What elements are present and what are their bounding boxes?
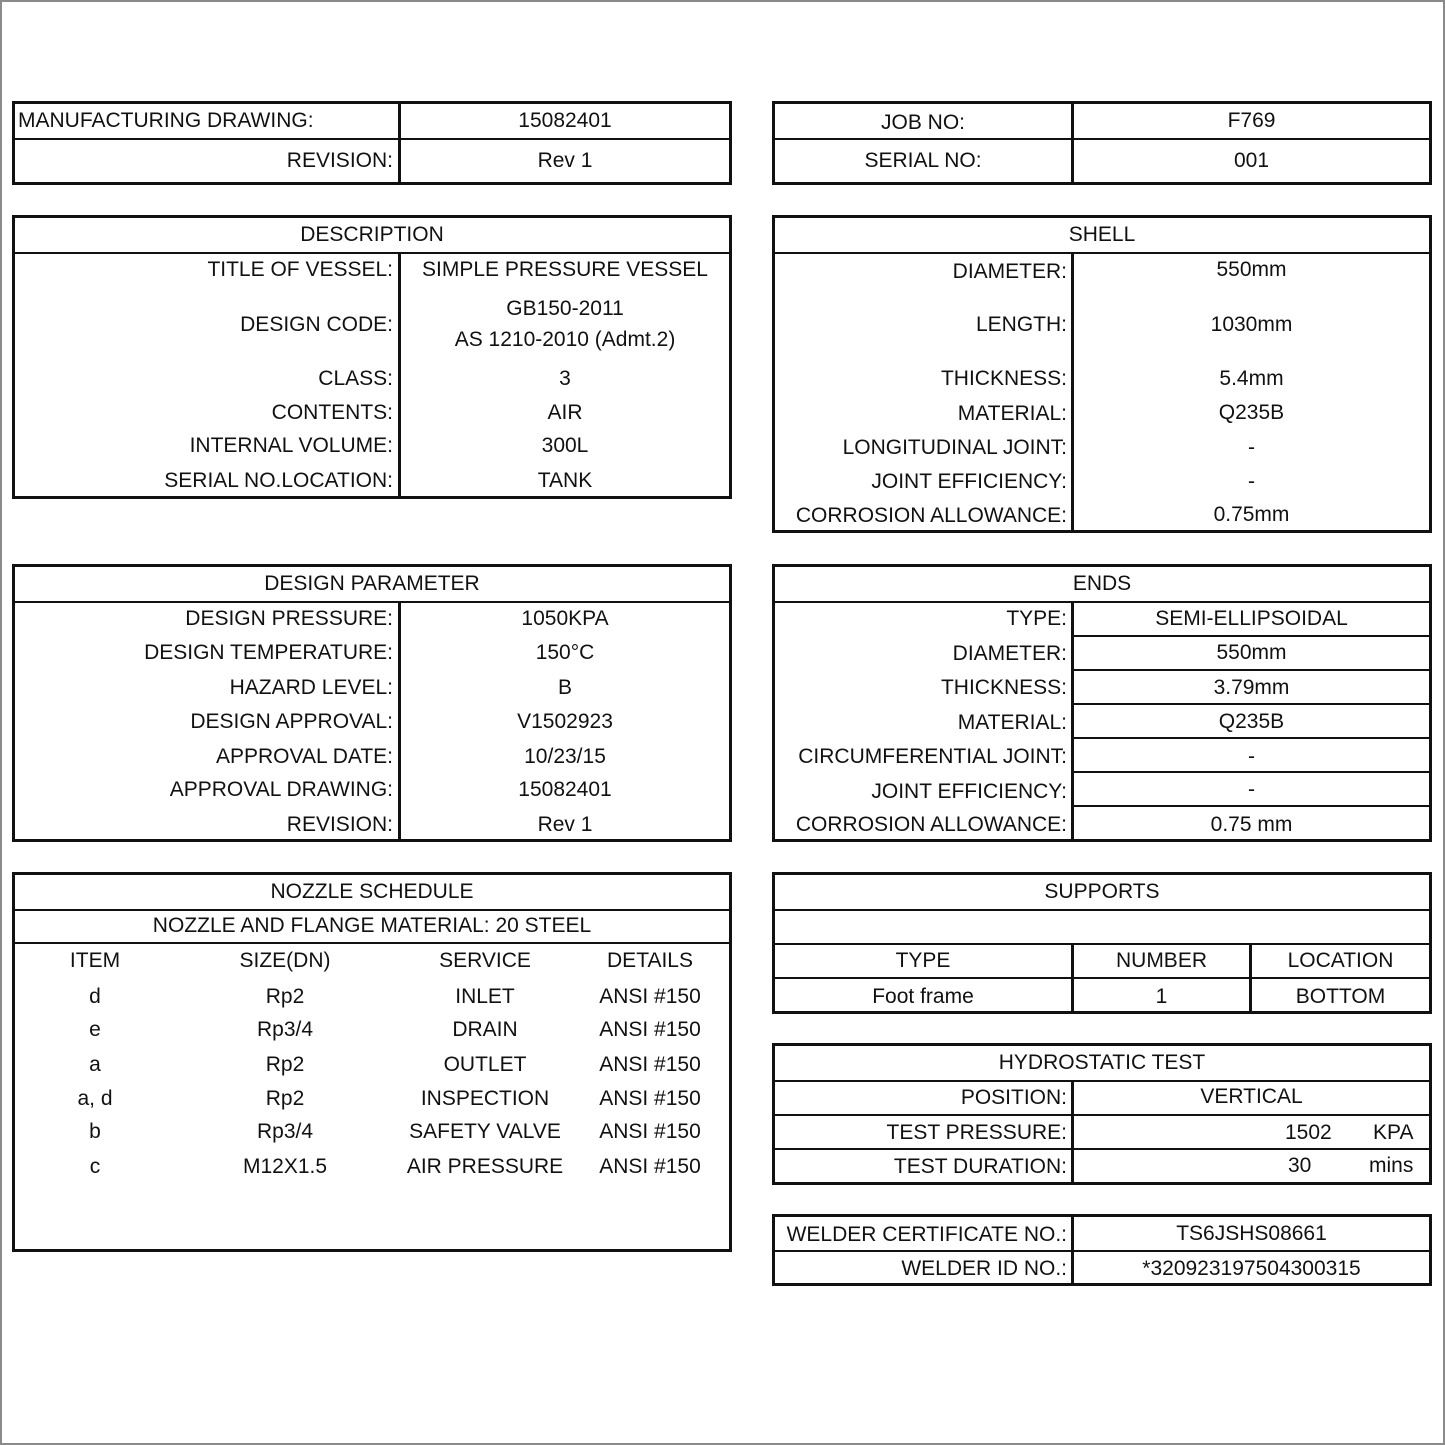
- nozzle-header-size: SIZE(DN): [239, 949, 331, 972]
- ends-title: ENDS: [1072, 572, 1132, 595]
- design-parameter-value: V1502923: [517, 710, 613, 733]
- supports-header-type: TYPE: [895, 949, 951, 972]
- ends-value: Q235B: [1218, 710, 1285, 733]
- hydrostatic-position-label: POSITION:: [960, 1086, 1067, 1109]
- nozzle-header-service: SERVICE: [439, 949, 531, 972]
- ends-label: CIRCUMFERENTIAL JOINT:: [798, 745, 1067, 768]
- description-value: GB150-2011: [506, 297, 624, 320]
- shell-title: SHELL: [1068, 223, 1136, 246]
- supports-table: [772, 872, 1432, 1014]
- nozzle-service: SAFETY VALVE: [409, 1120, 561, 1143]
- hydrostatic-duration-value: 30: [1288, 1154, 1312, 1177]
- shell-label: LONGITUDINAL JOINT:: [842, 436, 1067, 459]
- design-parameter-value: 1050KPA: [521, 607, 609, 630]
- shell-label: CORROSION ALLOWANCE:: [795, 504, 1067, 527]
- design-parameter-value: 15082401: [518, 778, 612, 801]
- shell-label: MATERIAL:: [957, 402, 1067, 425]
- hydrostatic-title: HYDROSTATIC TEST: [998, 1051, 1206, 1074]
- nozzle-size: Rp2: [265, 1087, 305, 1110]
- description-value: 3: [559, 367, 571, 390]
- manufacturing-drawing-table: [12, 101, 732, 185]
- description-label: SERIAL NO.LOCATION:: [164, 469, 393, 492]
- nozzle-details: ANSI #150: [599, 1018, 701, 1041]
- nozzle-header-item: ITEM: [69, 949, 121, 972]
- nozzle-details: ANSI #150: [599, 1053, 701, 1076]
- manufacturing-revision-value: Rev 1: [537, 149, 593, 172]
- design-parameter-label: REVISION:: [286, 813, 393, 836]
- description-value: SIMPLE PRESSURE VESSEL: [422, 258, 708, 281]
- nozzle-item: c: [89, 1155, 101, 1178]
- nozzle-header-details: DETAILS: [607, 949, 693, 972]
- job-no-value: F769: [1227, 109, 1276, 132]
- shell-value: -: [1248, 436, 1255, 459]
- hydrostatic-pressure-value: 1502: [1285, 1121, 1332, 1144]
- nozzle-size: Rp2: [265, 1053, 305, 1076]
- nozzle-item: e: [89, 1018, 101, 1041]
- description-title: DESCRIPTION: [300, 223, 444, 246]
- nozzle-service: AIR PRESSURE: [406, 1155, 564, 1178]
- supports-type-value: Foot frame: [872, 985, 974, 1008]
- hydrostatic-duration-label: TEST DURATION:: [893, 1155, 1067, 1178]
- description-table: [12, 215, 732, 499]
- serial-no-value: 001: [1233, 149, 1270, 172]
- design-parameter-value: Rev 1: [537, 813, 593, 836]
- shell-value: 5.4mm: [1219, 367, 1284, 390]
- description-value: TANK: [537, 469, 593, 492]
- welder-certificate-label: WELDER CERTIFICATE NO.:: [786, 1223, 1067, 1246]
- job-table: [772, 101, 1432, 185]
- design-parameter-label: APPROVAL DATE:: [216, 745, 393, 768]
- ends-value: -: [1248, 778, 1255, 801]
- supports-title: SUPPORTS: [1044, 880, 1160, 903]
- design-parameter-value: 10/23/15: [524, 745, 606, 768]
- job-no-label: JOB NO:: [880, 111, 965, 134]
- design-parameter-value: B: [557, 676, 572, 699]
- hydrostatic-duration-unit: mins: [1369, 1154, 1414, 1177]
- description-label: CONTENTS:: [271, 401, 393, 424]
- shell-value: Q235B: [1218, 401, 1285, 424]
- hydrostatic-test-table: [772, 1043, 1432, 1185]
- design-parameter-value: 150°C: [535, 641, 595, 664]
- nozzle-details: ANSI #150: [599, 1120, 701, 1143]
- nozzle-schedule-table: [12, 872, 732, 1252]
- welder-id-label: WELDER ID NO.:: [901, 1257, 1067, 1280]
- nozzle-item: b: [89, 1120, 101, 1143]
- design-parameter-label: DESIGN PRESSURE:: [185, 607, 393, 630]
- ends-value: 550mm: [1216, 641, 1287, 664]
- nozzle-details: ANSI #150: [599, 985, 701, 1008]
- design-parameter-label: HAZARD LEVEL:: [229, 676, 393, 699]
- shell-table: [772, 215, 1432, 533]
- ends-table: [772, 564, 1432, 842]
- description-value: AS 1210-2010 (Admt.2): [454, 328, 676, 351]
- ends-value: 3.79mm: [1213, 676, 1290, 699]
- design-parameter-title: DESIGN PARAMETER: [264, 572, 480, 595]
- shell-label: THICKNESS:: [940, 367, 1067, 390]
- ends-label: TYPE:: [1006, 607, 1067, 630]
- shell-label: LENGTH:: [975, 313, 1067, 336]
- nozzle-details: ANSI #150: [599, 1087, 701, 1110]
- shell-value: 0.75mm: [1213, 503, 1290, 526]
- manufacturing-drawing-value: 15082401: [518, 109, 612, 132]
- supports-header-location: LOCATION: [1287, 949, 1394, 972]
- supports-number-value: 1: [1155, 985, 1168, 1008]
- shell-value: -: [1248, 470, 1255, 493]
- nozzle-service: INSPECTION: [420, 1087, 550, 1110]
- nozzle-size: Rp2: [265, 985, 305, 1008]
- welder-table: [772, 1214, 1432, 1286]
- description-label: DESIGN CODE:: [240, 313, 393, 336]
- description-value: 300L: [541, 434, 589, 457]
- description-value: AIR: [547, 401, 583, 424]
- nozzle-size: Rp3/4: [256, 1120, 314, 1143]
- supports-location-value: BOTTOM: [1295, 985, 1386, 1008]
- nozzle-schedule-title: NOZZLE SCHEDULE: [270, 880, 474, 903]
- nozzle-details: ANSI #150: [599, 1155, 701, 1178]
- nozzle-material-subtitle: NOZZLE AND FLANGE MATERIAL: 20 STEEL: [152, 914, 592, 937]
- hydrostatic-position-value: VERTICAL: [1200, 1085, 1303, 1108]
- design-parameter-table: [12, 564, 732, 842]
- ends-label: THICKNESS:: [940, 676, 1067, 699]
- manufacturing-revision-label: REVISION:: [286, 149, 393, 172]
- nozzle-item: a, d: [77, 1087, 113, 1110]
- manufacturing-drawing-label: MANUFACTURING DRAWING:: [18, 109, 314, 132]
- ends-label: DIAMETER:: [952, 642, 1067, 665]
- nozzle-service: OUTLET: [443, 1053, 527, 1076]
- nozzle-size: M12X1.5: [242, 1155, 328, 1178]
- description-label: INTERNAL VOLUME:: [189, 434, 393, 457]
- ends-value: SEMI-ELLIPSOIDAL: [1155, 607, 1348, 630]
- hydrostatic-pressure-unit: KPA: [1373, 1121, 1414, 1144]
- nozzle-service: DRAIN: [452, 1018, 518, 1041]
- ends-label: JOINT EFFICIENCY:: [871, 780, 1067, 803]
- nozzle-item: d: [89, 985, 101, 1008]
- shell-value: 1030mm: [1210, 313, 1293, 336]
- hydrostatic-pressure-label: TEST PRESSURE:: [886, 1121, 1067, 1144]
- serial-no-label: SERIAL NO:: [864, 149, 982, 172]
- ends-label: CORROSION ALLOWANCE:: [795, 813, 1067, 836]
- supports-header-number: NUMBER: [1115, 949, 1207, 972]
- welder-certificate-value: TS6JSHS08661: [1176, 1222, 1327, 1245]
- description-label: CLASS:: [318, 367, 393, 390]
- shell-label: JOINT EFFICIENCY:: [871, 470, 1067, 493]
- ends-value: 0.75 mm: [1210, 813, 1293, 836]
- welder-id-value: *320923197504300315: [1142, 1257, 1361, 1280]
- design-parameter-label: DESIGN APPROVAL:: [190, 710, 393, 733]
- description-label: TITLE OF VESSEL:: [207, 258, 393, 281]
- nozzle-size: Rp3/4: [256, 1018, 314, 1041]
- shell-label: DIAMETER:: [952, 260, 1067, 283]
- ends-label: MATERIAL:: [957, 711, 1067, 734]
- ends-value: -: [1248, 745, 1255, 768]
- nozzle-item: a: [89, 1053, 101, 1076]
- shell-value: 550mm: [1216, 258, 1287, 281]
- nozzle-service: INLET: [455, 985, 515, 1008]
- design-parameter-label: DESIGN TEMPERATURE:: [144, 641, 393, 664]
- design-parameter-label: APPROVAL DRAWING:: [169, 778, 393, 801]
